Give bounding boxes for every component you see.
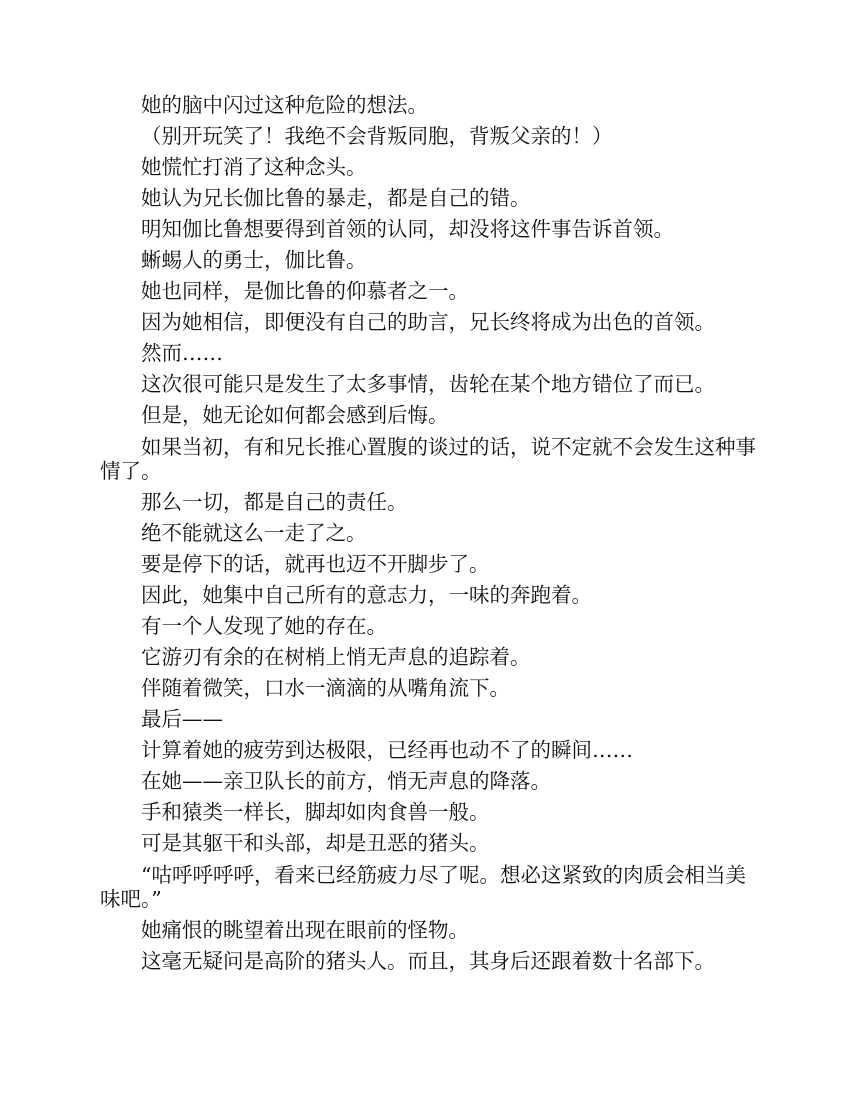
- paragraph: 因此，她集中自己所有的意志力，一味的奔跑着。: [141, 583, 592, 607]
- paragraph: 她慌忙打消了这种念头。: [141, 155, 367, 179]
- paragraph: 那么一切，都是自己的责任。: [141, 490, 408, 514]
- paragraph: 绝不能就这么一走了之。: [141, 521, 367, 545]
- body-text: [100, 90, 760, 977]
- paragraph: 她也同样，是伽比鲁的仰慕者之一。: [141, 279, 469, 303]
- paragraph: 如果当初，有和兄长推心置腹的谈过的话，说不定就不会发生这种事情了。: [100, 435, 756, 483]
- paragraph: 蜥蜴人的勇士，伽比鲁。: [141, 248, 367, 272]
- paragraph: 它游刃有余的在树梢上悄无声息的追踪着。: [141, 645, 531, 669]
- paragraph: 手和猿类一样长，脚却如肉食兽一般。: [141, 800, 490, 824]
- paragraph: 要是停下的话，就再也迈不开脚步了。: [141, 552, 490, 576]
- paragraph: 在她——亲卫队长的前方，悄无声息的降落。: [141, 769, 551, 793]
- paragraph: 因为她相信，即便没有自己的助言，兄长终将成为出色的首领。: [141, 310, 715, 334]
- paragraph: 可是其躯干和头部，却是丑恶的猪头。: [141, 831, 490, 855]
- paragraph: 伴随着微笑，口水一滴滴的从嘴角流下。: [141, 676, 510, 700]
- paragraph: 计算着她的疲劳到达极限，已经再也动不了的瞬间……: [141, 738, 633, 762]
- paragraph: 她的脑中闪过这种危险的想法。: [141, 93, 428, 117]
- paragraph: （别开玩笑了！我绝不会背叛同胞，背叛父亲的！）: [141, 124, 613, 148]
- paragraph: 但是，她无论如何都会感到后悔。: [141, 403, 449, 427]
- paragraph: 然而……: [141, 341, 223, 365]
- paragraph: 她认为兄长伽比鲁的暴走，都是自己的错。: [141, 186, 531, 210]
- paragraph: 有一个人发现了她的存在。: [141, 614, 387, 638]
- paragraph: 最后——: [141, 707, 223, 731]
- paragraph: 明知伽比鲁想要得到首领的认同，却没将这件事告诉首领。: [141, 217, 674, 241]
- paragraph: 这次很可能只是发生了太多事情，齿轮在某个地方错位了而已。: [141, 372, 715, 396]
- paragraph: 这毫无疑问是高阶的猪头人。而且，其身后还跟着数十名部下。: [141, 949, 715, 973]
- paragraph: 她痛恨的眺望着出现在眼前的怪物。: [141, 918, 469, 942]
- paragraph: “咕呼呼呼呼，看来已经筋疲力尽了呢。想必这紧致的肉质会相当美味吧。”: [100, 863, 746, 911]
